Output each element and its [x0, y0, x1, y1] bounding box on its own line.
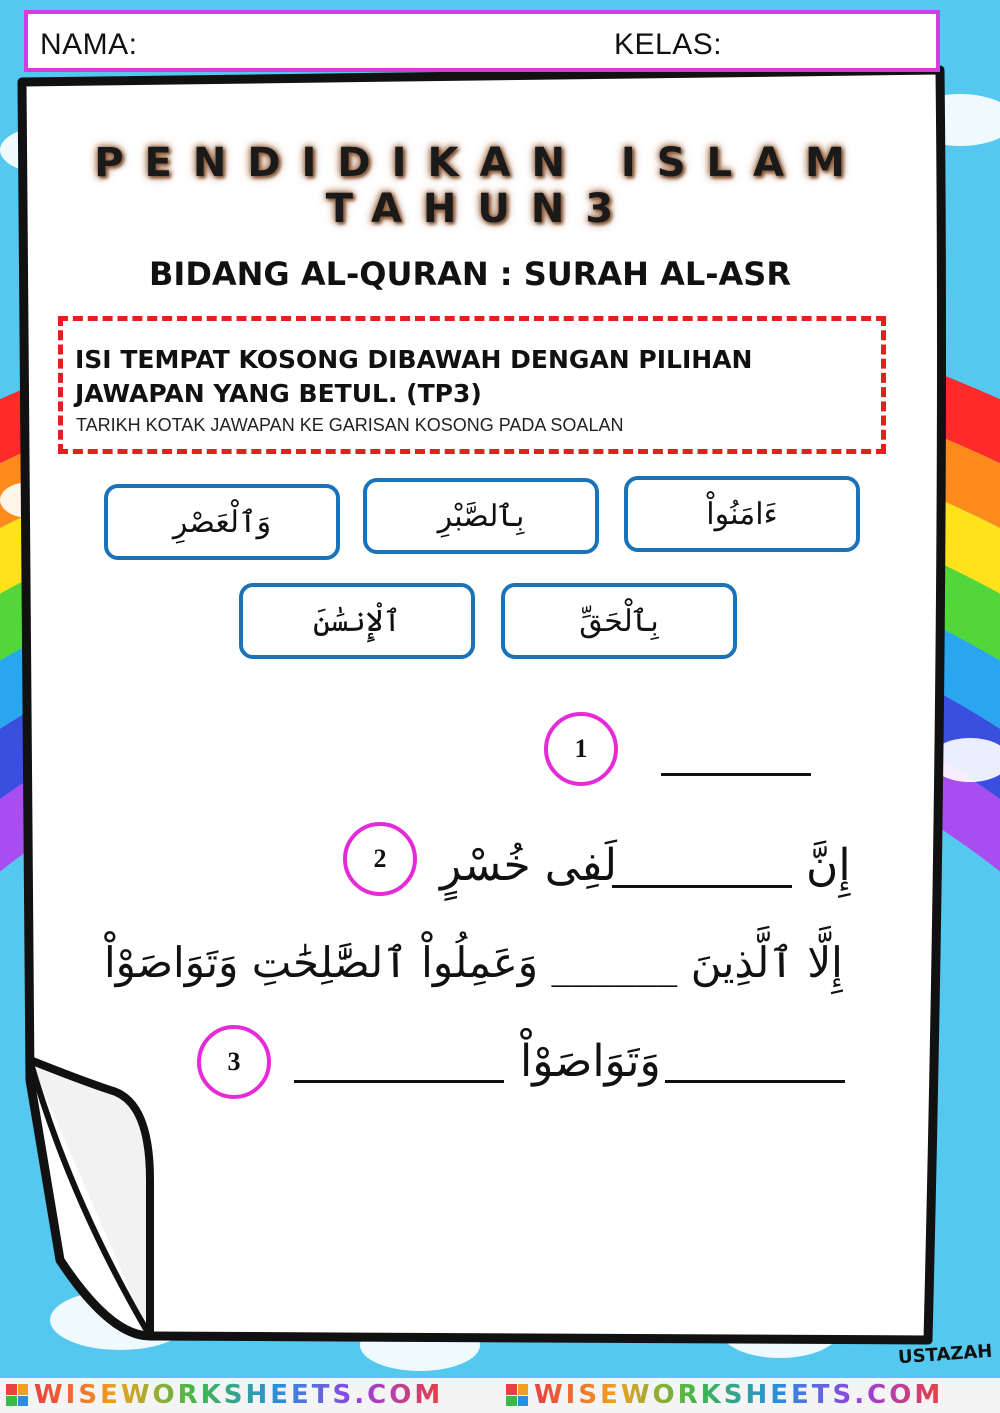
- choice-al-insan[interactable]: ٱلْإِنسَٰنَ: [239, 583, 475, 659]
- instruction-text: ISI TEMPAT KOSONG DIBAWAH DENGAN PILIHAN JAWAPAN YANG BETUL. (TP3): [75, 345, 753, 408]
- class-label: KELAS:: [614, 28, 723, 61]
- answer-blank-2[interactable]: [612, 885, 792, 888]
- question-number-1: 1: [544, 712, 618, 786]
- ustazah-brand-logo: USTAZAH: [897, 1340, 994, 1369]
- answer-blank-1[interactable]: [661, 773, 811, 776]
- wiseworksheets-logo-icon: [6, 1384, 28, 1406]
- verse-line-illa: إِلَّا ٱلَّذِينَ ______ وَعَمِلُواْ ٱلصَّٰلِحَٰتِ وَتَوَاصَوْاْ: [104, 938, 843, 987]
- choice-wal-asr[interactable]: وَٱلْعَصْرِ: [104, 484, 340, 560]
- page-subtitle: BIDANG AL-QURAN : SURAH AL-ASR: [149, 255, 791, 293]
- question-number-3: 3: [197, 1025, 271, 1099]
- footer-site-text[interactable]: WISEWORKSHEETS.COM: [34, 1380, 444, 1410]
- answer-blank-3[interactable]: [294, 1080, 504, 1083]
- choice-bis-sabr[interactable]: بِٱلصَّبْرِ: [363, 478, 599, 554]
- page-title: PENDIDIKAN ISLAM TAHUN3: [94, 140, 866, 232]
- verse-lafi-khusr: لَفِى خُسْرٍ: [440, 840, 618, 891]
- verse-watawasaw: وَتَوَاصَوْاْ: [520, 1036, 661, 1087]
- choice-amanu[interactable]: ءَامَنُواْ: [624, 476, 860, 552]
- answer-blank-3b[interactable]: [665, 1080, 845, 1083]
- verse-inna: إِنَّ: [806, 840, 851, 891]
- instruction-box: [58, 316, 886, 454]
- name-label: NAMA:: [40, 28, 138, 61]
- question-number-2: 2: [343, 822, 417, 896]
- choice-bil-haqq[interactable]: بِٱلْحَقِّ: [501, 583, 737, 659]
- footer-bar: [0, 1378, 1000, 1413]
- footer-site-text-2[interactable]: WISEWORKSHEETS.COM: [534, 1380, 944, 1410]
- student-info-box: [24, 10, 940, 72]
- instruction-subtext: TARIKH KOTAK JAWAPAN KE GARISAN KOSONG PADA SOALAN: [76, 415, 624, 435]
- wiseworksheets-logo-icon: [506, 1384, 528, 1406]
